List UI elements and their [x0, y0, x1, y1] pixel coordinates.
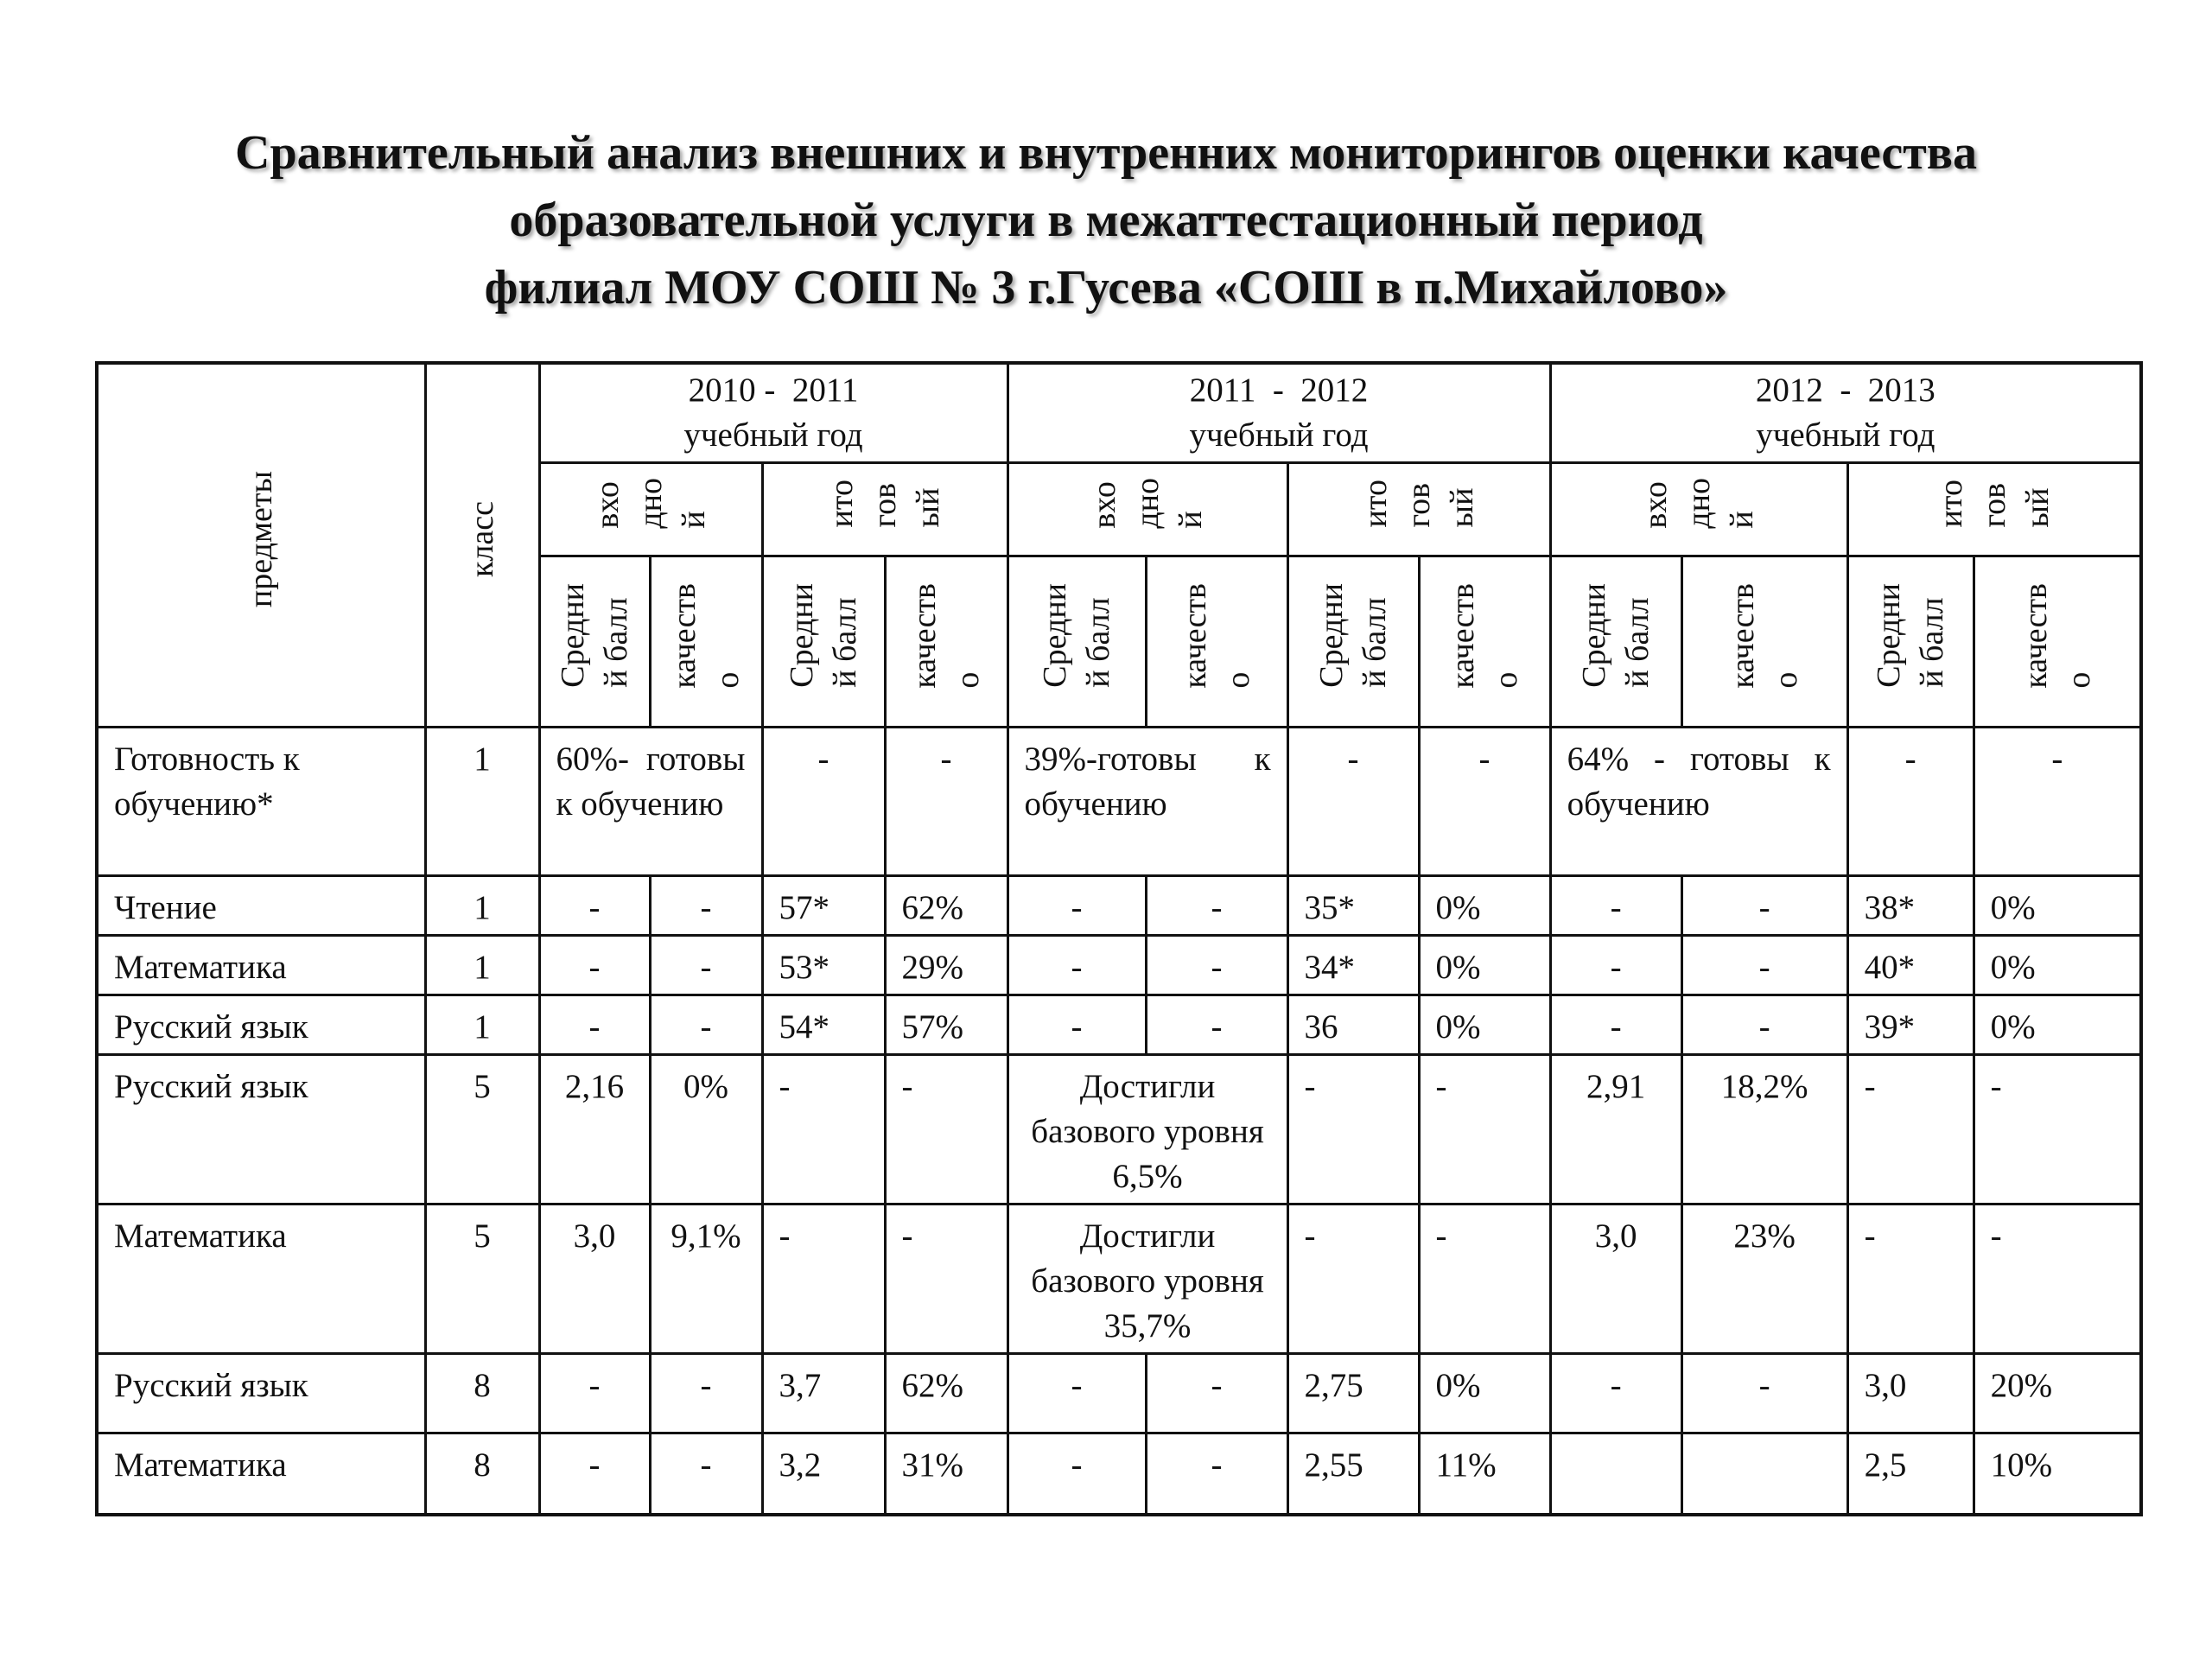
cell-value: -: [1550, 876, 1681, 936]
cell-subject: Готовность к обучению*: [97, 728, 425, 876]
cell-basic-level: Достигли базового уровня 6,5%: [1007, 1055, 1287, 1205]
cell-value: -: [885, 1205, 1007, 1354]
cell-value: -: [1681, 1354, 1847, 1433]
cell-value: 0%: [1974, 936, 2141, 995]
monitoring-table-wrapper: [95, 361, 2143, 1484]
header-final-2: ито гов ый: [1287, 463, 1550, 556]
cell-value: -: [539, 876, 650, 936]
header-avg: Средни й балл: [539, 556, 650, 728]
cell-value: -: [885, 1055, 1007, 1205]
cell-value: 62%: [885, 1354, 1007, 1433]
cell-value: 9,1%: [650, 1205, 762, 1354]
cell-value: -: [1007, 876, 1146, 936]
cell-value: 36: [1287, 995, 1419, 1055]
cell-value: 2,55: [1287, 1433, 1419, 1515]
cell-value: -: [1847, 1055, 1974, 1205]
cell-value: 38*: [1847, 876, 1974, 936]
table-row: [97, 1205, 2141, 1354]
cell-value: -: [1974, 1055, 2141, 1205]
cell-value: [1550, 1433, 1681, 1515]
cell-value: -: [1287, 1205, 1419, 1354]
cell-value: 35*: [1287, 876, 1419, 936]
cell-value: 3,0: [1847, 1354, 1974, 1433]
cell-subject: Математика: [97, 1205, 425, 1354]
cell-value: -: [1007, 1354, 1146, 1433]
cell-value: 0%: [650, 1055, 762, 1205]
cell-value: 3,2: [762, 1433, 885, 1515]
header-quality: качеств о: [1974, 556, 2141, 728]
cell-basic-level: Достигли базового уровня 35,7%: [1007, 1205, 1287, 1354]
header-entry-2: вхо дно й: [1007, 463, 1287, 556]
cell-value: 40*: [1847, 936, 1974, 995]
cell-value: -: [1007, 995, 1146, 1055]
cell-value: -: [1287, 728, 1419, 876]
header-year-2010-2011: 2010 - 2011 учебный год: [539, 363, 1007, 463]
header-quality: качеств о: [1146, 556, 1287, 728]
cell-value: -: [650, 876, 762, 936]
cell-value: -: [650, 936, 762, 995]
cell-value: -: [1550, 1354, 1681, 1433]
header-quality: качеств о: [1681, 556, 1847, 728]
header-avg: Средни й балл: [1550, 556, 1681, 728]
cell-value: 0%: [1974, 876, 2141, 936]
cell-value: -: [539, 1354, 650, 1433]
cell-value: -: [1146, 936, 1287, 995]
cell-value: -: [1681, 876, 1847, 936]
cell-value: 57%: [885, 995, 1007, 1055]
cell-value: -: [1287, 1055, 1419, 1205]
cell-value: 3,0: [1550, 1205, 1681, 1354]
cell-value: 62%: [885, 876, 1007, 936]
cell-value: -: [1681, 995, 1847, 1055]
cell-value: -: [539, 995, 650, 1055]
cell-value: 29%: [885, 936, 1007, 995]
cell-grade: 8: [425, 1354, 539, 1433]
cell-readiness: 39%-готовы к обучению: [1007, 728, 1287, 876]
cell-value: 34*: [1287, 936, 1419, 995]
cell-subject: Русский язык: [97, 995, 425, 1055]
header-entry-1: вхо дно й: [539, 463, 762, 556]
cell-value: 2,16: [539, 1055, 650, 1205]
title-line-2: образовательной услуги в межаттестационный период: [509, 194, 1703, 247]
header-final-1: ито гов ый: [762, 463, 1007, 556]
cell-value: -: [539, 1433, 650, 1515]
cell-value: 0%: [1974, 995, 2141, 1055]
cell-value: -: [539, 936, 650, 995]
cell-subject: Русский язык: [97, 1055, 425, 1205]
header-final-3: ито гов ый: [1847, 463, 2141, 556]
cell-value: 11%: [1419, 1433, 1550, 1515]
cell-value: -: [650, 995, 762, 1055]
cell-value: -: [1007, 1433, 1146, 1515]
header-avg: Средни й балл: [1847, 556, 1974, 728]
cell-value: [1681, 1433, 1847, 1515]
header-year-2011-2012: 2011 - 2012 учебный год: [1007, 363, 1550, 463]
header-subjects: предметы: [97, 363, 425, 728]
cell-value: -: [1419, 1205, 1550, 1354]
cell-value: -: [762, 728, 885, 876]
cell-subject: Математика: [97, 936, 425, 995]
cell-value: 54*: [762, 995, 885, 1055]
cell-value: 2,91: [1550, 1055, 1681, 1205]
cell-value: 57*: [762, 876, 885, 936]
cell-grade: 5: [425, 1055, 539, 1205]
table-row: [97, 728, 2141, 876]
cell-value: -: [1146, 876, 1287, 936]
cell-value: 20%: [1974, 1354, 2141, 1433]
cell-value: -: [1974, 728, 2141, 876]
cell-grade: 1: [425, 876, 539, 936]
cell-value: -: [1681, 936, 1847, 995]
cell-value: 0%: [1419, 995, 1550, 1055]
cell-value: 2,75: [1287, 1354, 1419, 1433]
cell-value: -: [1146, 995, 1287, 1055]
cell-value: 2,5: [1847, 1433, 1974, 1515]
table-row: [97, 1055, 2141, 1205]
cell-value: -: [1007, 936, 1146, 995]
cell-subject: Математика: [97, 1433, 425, 1515]
title-line-1: Сравнительный анализ внешних и внутренних мониторингов оценки качества: [235, 126, 1977, 180]
cell-value: 39*: [1847, 995, 1974, 1055]
title-line-3: филиал МОУ СОШ № 3 г.Гусева «СОШ в п.Михайлово»: [484, 261, 1728, 315]
page-title: [0, 119, 2212, 321]
cell-subject: Чтение: [97, 876, 425, 936]
header-grade: класс: [425, 363, 539, 728]
table-row: [97, 1433, 2141, 1515]
header-quality: качеств о: [885, 556, 1007, 728]
cell-value: -: [1419, 1055, 1550, 1205]
table-row: [97, 936, 2141, 995]
table-row: [97, 995, 2141, 1055]
cell-subject: Русский язык: [97, 1354, 425, 1433]
cell-value: -: [1974, 1205, 2141, 1354]
cell-value: 3,0: [539, 1205, 650, 1354]
cell-value: 18,2%: [1681, 1055, 1847, 1205]
monitoring-table: [95, 361, 2143, 1516]
header-row-years: [97, 363, 2141, 463]
cell-value: 0%: [1419, 936, 1550, 995]
header-entry-3: вхо дно й: [1550, 463, 1847, 556]
header-avg: Средни й балл: [762, 556, 885, 728]
cell-value: -: [650, 1354, 762, 1433]
cell-value: -: [650, 1433, 762, 1515]
cell-value: -: [1550, 995, 1681, 1055]
cell-readiness: 60%- готовы к обучению: [539, 728, 762, 876]
cell-grade: 1: [425, 995, 539, 1055]
cell-value: -: [885, 728, 1007, 876]
header-avg: Средни й балл: [1287, 556, 1419, 728]
cell-grade: 5: [425, 1205, 539, 1354]
cell-value: 10%: [1974, 1433, 2141, 1515]
cell-value: 23%: [1681, 1205, 1847, 1354]
cell-grade: 1: [425, 936, 539, 995]
cell-grade: 8: [425, 1433, 539, 1515]
cell-value: 53*: [762, 936, 885, 995]
header-year-2012-2013: 2012 - 2013 учебный год: [1550, 363, 2141, 463]
table-row: [97, 876, 2141, 936]
cell-value: -: [1146, 1433, 1287, 1515]
cell-value: 0%: [1419, 1354, 1550, 1433]
cell-value: -: [1419, 728, 1550, 876]
cell-value: -: [1847, 728, 1974, 876]
table-row: [97, 1354, 2141, 1433]
cell-value: -: [1146, 1354, 1287, 1433]
cell-value: 0%: [1419, 876, 1550, 936]
cell-value: -: [1847, 1205, 1974, 1354]
cell-value: -: [1550, 936, 1681, 995]
header-quality: качеств о: [1419, 556, 1550, 728]
cell-readiness: 64% - готовы к обучению: [1550, 728, 1847, 876]
cell-grade: 1: [425, 728, 539, 876]
header-avg: Средни й балл: [1007, 556, 1146, 728]
cell-value: 31%: [885, 1433, 1007, 1515]
cell-value: 3,7: [762, 1354, 885, 1433]
cell-value: -: [762, 1055, 885, 1205]
header-quality: качеств о: [650, 556, 762, 728]
cell-value: -: [762, 1205, 885, 1354]
